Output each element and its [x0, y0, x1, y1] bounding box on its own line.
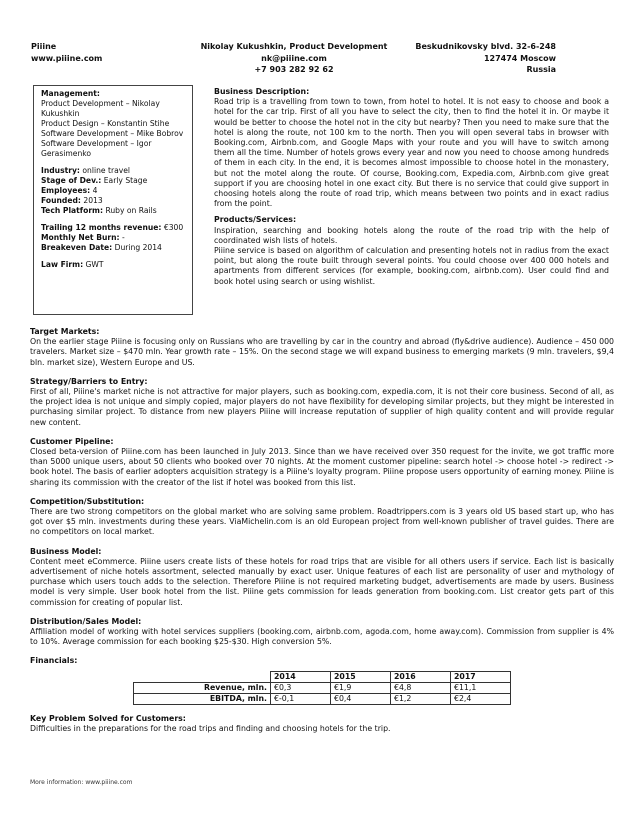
company-facts-box — [33, 85, 193, 315]
header-company — [31, 41, 102, 64]
company-website: www.piiine.com — [31, 53, 103, 63]
header-address — [414, 41, 556, 76]
tech-value: Ruby on Rails — [105, 206, 157, 215]
company-name: Piiine — [31, 42, 57, 51]
table-cell: €2,4 — [451, 693, 511, 704]
burn-value: - — [122, 233, 125, 242]
financials-title: Financials: — [30, 656, 78, 666]
products-text: Piiine service is based on algorithm of calculation and presenting hotels not in radius from the exact point, but along the route built through several points. You could choose over 400 000 hotels and apartments from different services (for example, booking.com, airbnb.com). User could find and book hotel using search or using wishlist. — [214, 246, 609, 286]
breakeven-label: Breakeven Date: — [41, 243, 113, 252]
section-title: Strategy/Barriers to Entry: — [30, 376, 148, 386]
trailing-label: Trailing 12 months revenue: — [41, 223, 162, 232]
section-distribution — [30, 617, 614, 648]
tech-row — [41, 206, 192, 216]
founded-label: Founded: — [41, 196, 81, 205]
industry-value: online travel — [82, 166, 130, 175]
section-target-markets — [30, 327, 614, 368]
table-cell: €0,4 — [331, 693, 391, 704]
management-item: Software Development – Mike Bobrov — [41, 129, 184, 138]
address-country: Russia — [526, 65, 556, 74]
main-sections — [30, 327, 614, 743]
contact-name: Nikolay Kukushkin, Product Development — [200, 42, 388, 51]
tech-label: Tech Platform: — [41, 206, 104, 215]
management-label: Management: — [41, 89, 100, 98]
year-header: 2014 — [271, 671, 331, 682]
year-header: 2016 — [391, 671, 451, 682]
section-title: Customer Pipeline: — [30, 436, 114, 446]
section-text: Affiliation model of working with hotel services suppliers (booking.com, airbnb.com, agoda.com, home away.com). Commission from supplier is 4% to 10%. Average commission for each booking $25-$30. High conversion 5%. — [30, 627, 614, 647]
key-problem-text: Difficulties in the preparations for the road trips and finding and choosing hotels for the trip. — [30, 723, 391, 733]
financials-table — [133, 671, 511, 705]
business-description-text: Road trip is a travelling from town to town, from hotel to hotel. It is not easy to choose and book a hotel for the car trip. First of all you have to select the city, then to find the hotel it in. Or maybe it would be better to choose the hotel not in the city but nearby? Then you need to make sure that the hotel is along the route, not 100 km to the north. Then you will open several tabs in browser with Booking.com, Airbnb.com, and Google Maps with your route and you will have to switch among them all the time. Number of hotels grows every year and now you need to choose among hundreds of them in each city. In the end, it is becomes almost impossible to choose hotel in the monastery, but not the motel along the route. Of course, Booking.com, Expedia.com, Airbnb.com give great support if you are choosing hotel in one exact city. But there is no service that could give support in choosing hotels along the route of road trip, which means between two points and in exact radius from the point. — [214, 97, 609, 209]
key-problem-title: Key Problem Solved for Customers: — [30, 713, 186, 723]
breakeven-row — [41, 243, 192, 253]
table-row — [134, 682, 511, 693]
employees-label: Employees: — [41, 186, 91, 195]
stage-row — [41, 176, 192, 186]
industry-label: Industry: — [41, 166, 80, 175]
founded-value: 2013 — [83, 196, 103, 205]
contact-email: nk@piiine.com — [261, 53, 327, 63]
founded-row — [41, 196, 192, 206]
table-cell: €11,1 — [451, 682, 511, 693]
table-row — [134, 693, 511, 704]
description-column — [214, 87, 609, 287]
row-label: EBITDA, mln. — [134, 693, 271, 704]
year-header: 2015 — [331, 671, 391, 682]
table-cell: €-0,1 — [271, 693, 331, 704]
section-business-model — [30, 547, 614, 608]
stage-value: Early Stage — [103, 176, 148, 185]
products-text: Inspiration, searching and booking hotels along the route of the road trip with the help of coordinated wish lists of hotels. — [214, 225, 609, 245]
section-title: Business Model: — [30, 546, 102, 556]
management-item: Product Design – Konstantin Stihe — [41, 119, 170, 128]
trailing-row — [41, 223, 192, 233]
section-title: Competition/Substitution: — [30, 496, 145, 506]
section-key-problem — [30, 714, 614, 734]
section-text: Closed beta-version of Piiine.com has been launched in July 2013. Since than we have received over 350 request for the invite, we got traffic more than 5000 unique users, about 50 clients who booked over 70 nights. At the moment customer pipeline: search hotel -> choose hotel -> redirect -> book hotel. The basis of earlier adopters acquisition strategy is a Piiine's loyalty program. Piiine propose users opportunity of earning money. Piiine is sharing its commission with the creator of the list if hotel was booked from this list. — [30, 447, 614, 487]
employees-row — [41, 186, 192, 196]
section-text: Content meet eCommerce. Piiine users create lists of these hotels for road trips that are visible for all others users if service. Each list is basically advertisement of niche hotels assortment, selected manually by exact user. Unique features of each list are personality of user and mythology of purchase which users touch adds to the selection. Therefore Piiine is not required marketing budget, advertisements are made by users. Business model is very simple. User book hotel from the list. Piiine gets commission for leads generation from booking.com. List creator gets part of this commission for creating of popular list. — [30, 556, 614, 607]
law-label: Law Firm: — [41, 260, 84, 269]
law-row — [41, 260, 192, 270]
address-street: Beskudnikovsky blvd. 32-6-248 — [415, 42, 556, 51]
footer-note: More information: www.piiine.com — [30, 779, 133, 786]
section-text: There are two strong competitors on the global market who are solving same problem. Roadtrippers.com is 3 years old US based start up, who has got over $5 mln. investments during these years. ViaMichelin.com is an old European project from well-known publisher of travel guides. There are no competitors on local market. — [30, 507, 614, 537]
section-text: On the earlier stage Piiine is focusing only on Russians who are travelling by car in the country and abroad (fly&drive audience). Audience – 450 000 travelers. Market size – $470 mln. Year growth rate – 15%. On the second stage we will expand business to emerging markets (9 mln. travelers, $9,4 bln. market size), Western Europe and US. — [30, 337, 614, 367]
section-strategy — [30, 377, 614, 428]
section-title: Target Markets: — [30, 327, 100, 336]
business-description-title: Business Description: — [214, 87, 310, 96]
table-corner-cell — [134, 671, 271, 682]
row-label: Revenue, mln. — [134, 682, 271, 693]
section-competition — [30, 497, 614, 538]
burn-row — [41, 233, 192, 243]
section-financials — [30, 656, 614, 704]
table-cell: €1,9 — [331, 682, 391, 693]
stage-label: Stage of Dev.: — [41, 176, 102, 185]
contact-phone: +7 903 282 92 62 — [254, 65, 334, 74]
section-title: Distribution/Sales Model: — [30, 616, 142, 626]
employees-value: 4 — [92, 186, 98, 195]
breakeven-value: During 2014 — [114, 243, 162, 252]
section-text: First of all, Piiine's market niche is not attractive for major players, such as booking.com, expedia.com, it is not their core business. Second of all, as the project idea is not unique and simply copied, major players do not have flexibility for developing similar projects, but they might be interested in purchasing similar project. To distance from new players Piiine will increase reputation of supplier of high quality content and will provide regular new content. — [30, 387, 614, 427]
table-cell: €4,8 — [391, 682, 451, 693]
products-title: Products/Services: — [214, 215, 297, 225]
table-header-row — [134, 671, 511, 682]
table-cell: €0,3 — [271, 682, 331, 693]
burn-label: Monthly Net Burn: — [41, 233, 120, 242]
address-city: 127474 Moscow — [483, 53, 556, 63]
table-cell: €1,2 — [391, 693, 451, 704]
trailing-value: €300 — [163, 223, 184, 232]
section-customer-pipeline — [30, 437, 614, 488]
year-header: 2017 — [451, 671, 511, 682]
management-item: Software Development – Igor Gerasimenko — [41, 139, 152, 158]
management-item: Product Development – Nikolay Kukushkin — [41, 99, 160, 118]
law-value: GWT — [85, 260, 104, 269]
industry-row — [41, 166, 192, 176]
header-contact — [180, 41, 408, 76]
